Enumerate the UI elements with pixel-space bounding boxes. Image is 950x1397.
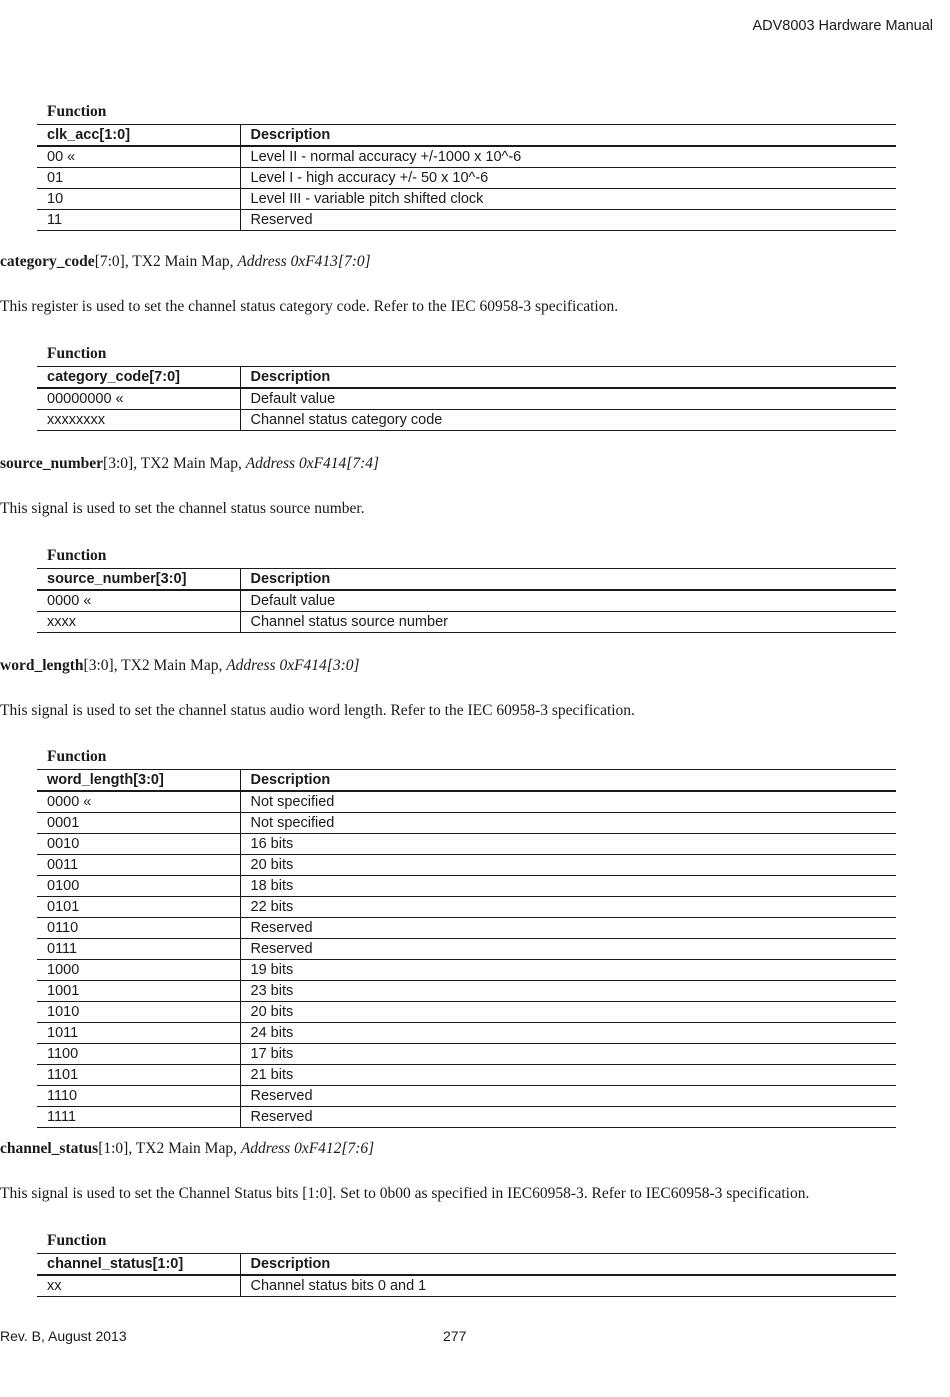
register-table [37,366,896,431]
table-row [37,189,896,210]
cell-description: 16 bits [250,836,294,852]
table-row [37,1086,896,1107]
register-bits: [1:0] [98,1140,129,1157]
table-row [37,210,896,231]
register-map: , TX2 Main Map, [113,657,227,674]
cell-value: 1000 [37,960,240,981]
function-label: Function [47,103,107,120]
register-description: This signal is used to set the channel status source number. [0,500,365,517]
column-header-value: clk_acc[1:0] [37,125,240,147]
table-header-row [37,569,896,591]
cell-value: 01 [37,168,240,189]
register-heading [0,1140,374,1158]
register-description: This signal is used to set the channel status audio word length. Refer to the IEC 60958-3 specification. [0,702,635,719]
cell-description: 20 bits [250,1004,294,1020]
function-label: Function [47,748,107,765]
cell-description: Reserved [250,1088,313,1104]
table-row [37,590,896,612]
table-row [37,168,896,189]
cell-description: 22 bits [250,899,294,915]
cell-description: Reserved [250,1109,313,1125]
table-row [37,1023,896,1044]
cell-description: Channel status category code [250,412,443,428]
cell-value: xxxxxxxx [37,410,240,431]
table-row [37,981,896,1002]
cell-description: 20 bits [250,857,294,873]
register-table [37,568,896,633]
cell-description: 19 bits [250,962,294,978]
column-header-description: Description [250,127,331,143]
table-row [37,1107,896,1128]
table-row [37,876,896,897]
column-header-value: channel_status[1:0] [37,1254,240,1276]
cell-description: Reserved [250,212,313,228]
table-row [37,1044,896,1065]
register-table [37,1253,896,1297]
cell-value: 0000 « [37,590,240,612]
cell-value: 0110 [37,918,240,939]
table-header-row [37,770,896,792]
register-map: , TX2 Main Map, [124,253,238,270]
register-map: , TX2 Main Map, [128,1140,241,1157]
register-bits: [3:0] [103,455,134,472]
cell-description: 24 bits [250,1025,294,1041]
table-header-row [37,125,896,147]
column-header-description: Description [250,571,331,587]
register-heading [0,455,379,473]
column-header-description: Description [250,1256,331,1272]
cell-value: xx [37,1275,240,1297]
column-header-description: Description [250,369,331,385]
cell-description: Level I - high accuracy +/- 50 x 10^-6 [250,170,489,186]
table-row [37,897,896,918]
register-heading [0,253,371,271]
cell-description: 18 bits [250,878,294,894]
cell-value: 1111 [37,1107,240,1128]
footer-page-number: 277 [443,1328,467,1344]
register-name: category_code [0,253,95,270]
table-row [37,813,896,834]
table-header-row [37,367,896,389]
register-map: , TX2 Main Map, [133,455,246,472]
table-row [37,939,896,960]
table-row [37,410,896,431]
function-label: Function [47,547,107,564]
table-row [37,612,896,633]
cell-description: Not specified [250,794,335,810]
cell-value: 1100 [37,1044,240,1065]
cell-value: 0101 [37,897,240,918]
cell-value: 1101 [37,1065,240,1086]
table-row [37,1002,896,1023]
table-row [37,834,896,855]
register-bits: [7:0] [94,253,125,270]
table-header-row [37,1254,896,1276]
cell-description: Channel status bits 0 and 1 [250,1278,427,1294]
cell-value: 11 [37,210,240,231]
register-description: This register is used to set the channel status category code. Refer to the IEC 60958-3 specification. [0,298,619,315]
cell-value: 0011 [37,855,240,876]
cell-description: Channel status source number [250,614,448,630]
cell-description: 21 bits [250,1067,294,1083]
register-name: channel_status [0,1140,99,1157]
register-address: Address 0xF413[7:0] [237,253,371,270]
cell-value: 00 « [37,146,240,168]
table-row [37,918,896,939]
register-name: source_number [0,455,104,472]
column-header-value: word_length[3:0] [37,770,240,792]
cell-value: 1010 [37,1002,240,1023]
page-header-title: ADV8003 Hardware Manual [752,18,933,34]
cell-value: 1001 [37,981,240,1002]
column-header-description: Description [250,772,331,788]
register-description: This signal is used to set the Channel Status bits [1:0]. Set to 0b00 as specified in IEC60958-3. Refer to IEC60958-3 specification. [0,1185,810,1202]
register-bits: [3:0] [83,657,114,674]
cell-value: 0111 [37,939,240,960]
cell-value: 00000000 « [37,388,240,410]
table-row [37,1275,896,1297]
register-heading [0,657,360,675]
table-row [37,388,896,410]
footer-revision: Rev. B, August 2013 [0,1328,127,1344]
function-label: Function [47,1232,107,1249]
register-table [37,769,896,1128]
cell-value: 0010 [37,834,240,855]
table-row [37,1065,896,1086]
cell-description: Default value [250,391,336,407]
cell-value: 0001 [37,813,240,834]
table-row [37,146,896,168]
cell-description: 17 bits [250,1046,294,1062]
table-row [37,960,896,981]
table-row [37,791,896,813]
cell-description: Reserved [250,920,313,936]
table-row [37,855,896,876]
cell-description: Level II - normal accuracy +/-1000 x 10^-6 [250,149,522,165]
cell-value: 10 [37,189,240,210]
cell-value: 1011 [37,1023,240,1044]
register-address: Address 0xF414[3:0] [226,657,360,674]
cell-value: xxxx [37,612,240,633]
column-header-value: source_number[3:0] [37,569,240,591]
cell-description: Not specified [250,815,335,831]
cell-description: Level III - variable pitch shifted clock [250,191,484,207]
cell-description: 23 bits [250,983,294,999]
register-table [37,124,896,231]
register-address: Address 0xF414[7:4] [245,455,380,472]
cell-description: Default value [250,593,336,609]
register-name: word_length [0,657,84,674]
register-address: Address 0xF412[7:6] [240,1140,375,1157]
cell-value: 0100 [37,876,240,897]
cell-value: 0000 « [37,791,240,813]
cell-description: Reserved [250,941,313,957]
cell-value: 1110 [37,1086,240,1107]
function-label: Function [47,345,107,362]
column-header-value: category_code[7:0] [37,367,240,389]
